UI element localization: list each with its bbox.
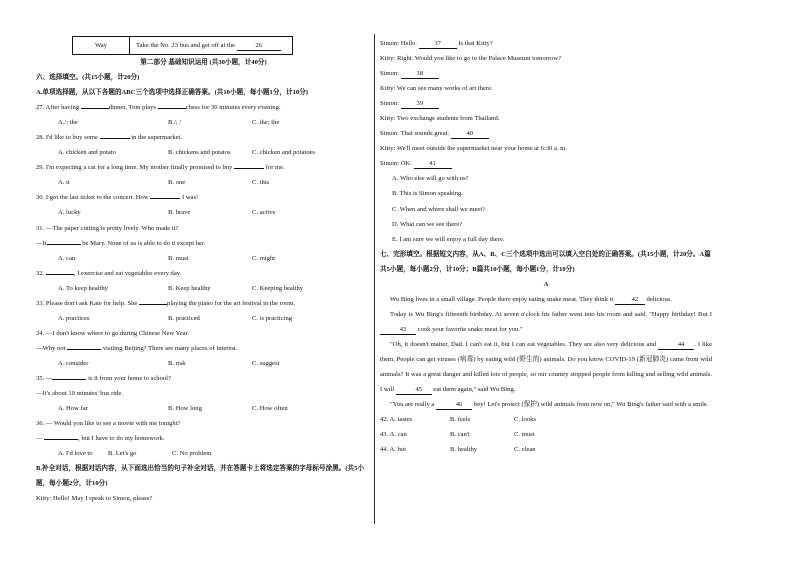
blank-37[interactable]: 37 <box>419 39 457 49</box>
question-32: 32. , I exercise and eat vegetables every day. <box>36 269 182 277</box>
q33-options <box>36 311 371 326</box>
option-c[interactable]: C. this <box>252 179 270 187</box>
dialog-line: Simon: 38 <box>380 66 712 81</box>
passage-paragraph: "You are really a 46 boy! Let's protect (保护) wild animals from now on," Wu Bing's father said with a smile. <box>390 401 709 409</box>
q29-options <box>36 175 371 190</box>
option-b[interactable]: B. practiced <box>168 314 200 322</box>
dialog-line: Kitty: Right. Would you like to go to the Palace Museum tomorrow? <box>380 55 562 63</box>
passage-label: A <box>543 280 549 288</box>
q43-options <box>380 427 712 442</box>
question-35-reply: —It's about 10 minutes' bus ride. <box>36 390 123 398</box>
option-b[interactable]: B. How long <box>168 405 202 413</box>
option-a[interactable]: A./; the <box>58 119 78 127</box>
option-c[interactable]: C. Keeping healthy <box>252 284 304 292</box>
option-a[interactable]: 42. A. tastes <box>380 416 413 424</box>
option-a[interactable]: A. consider <box>58 359 89 367</box>
question-31: 31. —The paper cutting is pretty lively. Who made it? <box>36 224 179 232</box>
table-row <box>73 37 293 55</box>
q34-options <box>36 356 371 371</box>
q30-options <box>36 205 371 220</box>
question-31-reply: —It be Mary. None of us is able to do it except her. <box>36 239 206 247</box>
right-column <box>380 36 712 457</box>
blank-27a[interactable] <box>81 108 109 109</box>
q42-options <box>380 412 712 427</box>
question-28: 28. I'd like to buy some in the supermarket. <box>36 134 183 142</box>
dialog-option-c: C. When and where shall we meet? <box>392 205 486 213</box>
blank-46[interactable]: 46 <box>436 400 472 410</box>
question-34: 34. —I don't know where to go during Chinese New Year. <box>36 329 190 337</box>
blank-29[interactable] <box>234 168 264 169</box>
column-divider <box>374 34 375 524</box>
passage-paragraph: Wu Bing lives in a small village. People there enjoy eating snake meat. They think it 42 delicious. <box>390 295 672 303</box>
question-29: 29. I'm expecting a cat for a long time. My mother finally promised to buy for me. <box>36 164 285 172</box>
blank-44[interactable]: 44 <box>658 340 694 350</box>
option-c[interactable]: C. How often <box>252 405 288 413</box>
option-b[interactable]: B. brave <box>168 209 191 217</box>
passage-paragraph: "Oh, it doesn't matter, Dad. I can't eat it, but I can eat vegetables. They are also very delicious and 44 . I like them. People can get viruses (病毒) by eating wild (野生的) animals. Do you know COVID-19 (新冠肺炎) came from wild animals? It was a great danger and killed lots of people, so our country stopped people from killing and selling wild animals. I will 45 eat them again," said Wu Bing. <box>380 340 712 394</box>
q28-options <box>36 145 371 160</box>
blank-40[interactable]: 40 <box>451 129 489 139</box>
blank-42[interactable]: 42 <box>615 295 645 305</box>
blank-45[interactable]: 45 <box>396 385 432 395</box>
option-a[interactable]: A. can <box>58 254 76 262</box>
dialog-line: Simon: Hello. 37 Is that Kitty? <box>380 40 493 47</box>
q32-options <box>36 281 371 296</box>
option-a[interactable]: 44. A. hot <box>380 446 407 454</box>
option-b[interactable]: B. Let's go <box>108 450 137 458</box>
dialog-option-d: D. What can we see there? <box>392 220 463 228</box>
option-b[interactable]: B./; / <box>168 119 182 127</box>
option-a[interactable]: A. it <box>58 179 70 187</box>
section6-title: 六、选择填空。(共15小题，计20分) <box>36 74 140 82</box>
blank-32[interactable] <box>46 274 74 275</box>
sectionB-title: B.补全对话，根据对话内容，从下面选出恰当的句子补全对话，并在答题卡上将选定答案的字母标号涂黑。(共5小题，每小题2分，计10分) <box>36 465 365 488</box>
option-a[interactable]: A. I'd love to <box>58 450 93 458</box>
blank-31[interactable] <box>47 244 81 245</box>
section7-title: 七、完形填空。根据短文内容，从A、B、C三个选项中选出可以填入空白处的正确答案。(共15小题，计20分。A篇共5小题，每小题2分，计10分；B篇共10小题，每小题1分，计10分) <box>380 250 711 273</box>
option-b[interactable]: B. risk <box>168 359 186 367</box>
blank-36[interactable] <box>44 439 78 440</box>
option-a[interactable]: A. chicken and potato <box>58 149 116 157</box>
left-column <box>36 36 371 506</box>
option-c[interactable]: C. might <box>252 254 276 262</box>
part2-heading: 第二部分 基础知识运用 (共30小题，计40分) <box>140 59 267 66</box>
blank-35[interactable] <box>52 379 86 380</box>
q27-options <box>36 115 371 130</box>
option-b[interactable]: B. healthy <box>450 446 478 454</box>
blank-30[interactable] <box>150 198 180 199</box>
blank-39[interactable]: 39 <box>401 99 439 109</box>
question-36: 36. — Would you like to see a movie with me tonight? <box>36 420 181 428</box>
dialog-line: Simon: That sounds great. 40 <box>380 126 712 141</box>
dialog-option-b: B. This is Simon speaking. <box>392 190 463 198</box>
q44-options <box>380 442 712 457</box>
option-b[interactable]: B. feels <box>450 416 471 424</box>
question-33: 33. Please don't ask Kate for help. She playing the piano for the art festival in the room. <box>36 299 296 307</box>
dialog-line: Kitty: Two exchange students from Thailand. <box>380 115 500 123</box>
q31-options <box>36 251 371 266</box>
option-c[interactable]: C. the; the <box>252 119 280 127</box>
q35-options <box>36 401 371 416</box>
question-30: 30. I got the last ticket to the concert. How I was! <box>36 194 199 202</box>
option-c[interactable]: C. suggest <box>252 359 280 367</box>
dialog-line: Kitty: We can see many works of art there. <box>380 85 493 93</box>
q36-options <box>36 446 371 461</box>
blank-41[interactable]: 41 <box>414 159 452 169</box>
question-27: 27. After having dinner, Tom plays chess for 30 minutes every evening. <box>36 104 281 112</box>
blank-38[interactable]: 38 <box>401 69 439 79</box>
option-b[interactable]: B. one <box>168 179 186 187</box>
option-c[interactable]: C. looks <box>514 416 536 424</box>
option-a[interactable]: A. To keep healthy <box>58 284 108 292</box>
blank-26[interactable]: 26 <box>237 41 281 51</box>
sectionA-title: A.单项选择题，从以下各题的ABC三个选项中选择正确答案。(共10小题，每小题1分，计10分) <box>36 89 308 97</box>
option-a[interactable]: A. How far <box>58 405 88 413</box>
dialog-line: Simon: 39 <box>380 96 712 111</box>
option-c[interactable]: C. chicken and potatoes <box>252 149 315 157</box>
option-b[interactable]: B. chickens and potatos <box>168 149 231 157</box>
way-text: Take the No. 23 bus and get off at the 26 <box>130 37 293 55</box>
blank-34[interactable] <box>67 349 101 350</box>
question-34-reply: —Why not visiting Beijing? There are many places of interest. <box>36 344 238 352</box>
way-label: Way <box>73 37 130 55</box>
question-36-reply: — , but I have to do my homework. <box>36 435 165 443</box>
option-c[interactable]: C. is practicing <box>252 314 293 322</box>
option-c[interactable]: C. must <box>514 431 535 439</box>
option-b[interactable]: B. can't <box>450 431 470 439</box>
blank-28[interactable] <box>100 138 130 139</box>
dialog-option-a: A. Who else will go with us? <box>392 175 469 183</box>
question-35: 35. — is it from your home to school? <box>36 374 171 382</box>
option-c[interactable]: C. clean <box>514 446 536 454</box>
option-c[interactable]: C. No problem <box>172 450 212 458</box>
option-b[interactable]: B. must <box>168 254 189 262</box>
dialog-option-e: E. I am sure we will enjoy a full day there. <box>392 235 505 243</box>
blank-27b[interactable] <box>158 108 186 109</box>
option-a[interactable]: 43. A. can <box>380 431 407 439</box>
dialog-line: Simon: OK. 41 <box>380 156 712 171</box>
dialog-line: Kitty: We'll meet outside the supermarket near your home at 6:30 a. m. <box>380 145 567 153</box>
blank-33[interactable] <box>139 304 167 305</box>
option-a[interactable]: A. practices <box>58 314 90 322</box>
way-table <box>72 36 293 55</box>
option-b[interactable]: B. Keep healthy <box>168 284 211 292</box>
passage-paragraph: Today is Wu Bing's fifteenth birthday. At seven o'clock his father went into his room and said, "Happy birthday! But I 43 cook your favorite snake meat for you." <box>380 307 712 337</box>
dialog-line: Kitty: Hello! May I speak to Simon, please? <box>36 495 153 503</box>
blank-43[interactable]: 43 <box>380 325 416 335</box>
option-a[interactable]: A. lucky <box>58 209 81 217</box>
option-c[interactable]: C. active <box>252 209 276 217</box>
